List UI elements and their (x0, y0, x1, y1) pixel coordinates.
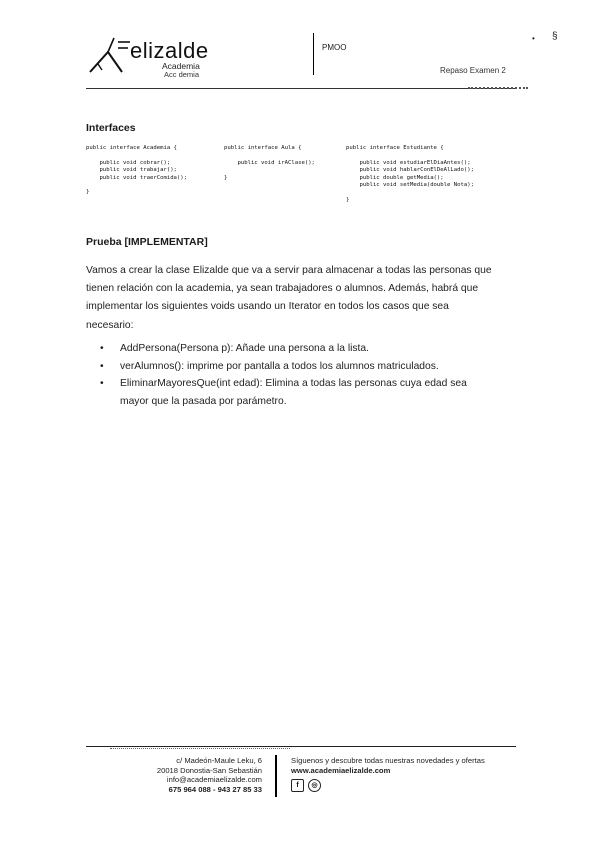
footer-rule (86, 746, 516, 747)
header-divider (313, 33, 314, 75)
paragraph-line: tienen relación con la academia, ya sean trabajadores o alumnos. Además, habrá que (86, 283, 479, 295)
logo-subtitle: Academia (162, 61, 200, 71)
social-icons (291, 779, 321, 792)
footer-divider (275, 755, 277, 797)
prueba-paragraph (86, 262, 526, 335)
footer-follow-text: Síguenos y descubre todas nuestras novedades y ofertas (291, 756, 485, 765)
footer-website: www.academiaelizalde.com (291, 765, 391, 775)
paragraph-line: Vamos a crear la clase Elizalde que va a servir para almacenar a todas las personas que (86, 265, 492, 276)
list-item-text: AddPersona(Persona p): Añade una persona a la lista. (120, 343, 370, 354)
list-item-text: verAlumnos(): imprime por pantalla a todos los alumnos matriculados. (120, 360, 439, 372)
logo-subtitle-secondary: Acc demia (164, 70, 200, 79)
code-academia-interface: public interface Academia { public void cobrar(); public void trabajar(); public void traerComida(); } (86, 145, 188, 196)
instagram-icon: ◎ (308, 779, 321, 792)
code-estudiante-interface: public interface Estudiante { public void estudiarElDiaAntes(); public void hablarConElDeAlLado(); public double getMedia(); public void setMedia(double Nota); } (346, 145, 474, 203)
corner-mark: § (552, 31, 558, 42)
footer-phones: 675 964 088 - 943 27 85 33 (168, 784, 262, 794)
footer-contact (110, 756, 262, 794)
footer-address: c/ Madeón-Maule Leku, 6 (176, 756, 262, 765)
method-list (100, 340, 530, 410)
header-rule (86, 88, 516, 89)
list-item (100, 358, 530, 376)
academy-logo-icon (88, 34, 132, 76)
header-dotted-rule (468, 87, 528, 89)
bullet-marker: • (100, 343, 104, 354)
interfaces-heading: Interfaces (86, 122, 136, 134)
exam-label: Repaso Examen 2 (440, 66, 506, 75)
paragraph-line: implementar los siguientes voids usando un Iterator en todos los casos que sea (86, 301, 449, 313)
footer-social-info (291, 756, 485, 775)
list-item (100, 375, 530, 410)
list-item-text: mayor que la pasada por parámetro. (120, 395, 287, 407)
prueba-heading: Prueba [IMPLEMENTAR] (86, 236, 208, 248)
bullet-marker: • (100, 378, 104, 389)
corner-dot: • (532, 34, 535, 43)
facebook-icon: f (291, 779, 304, 792)
footer-email: info@academiaelizalde.com (166, 775, 262, 785)
code-aula-interface: public interface Aula { public void irAClase(); } (224, 145, 315, 181)
footer-city: 20018 Donostia-San Sebastián (156, 765, 262, 775)
list-item-text: EliminarMayoresQue(int edad): Elimina a todas las personas cuya edad sea (120, 378, 467, 389)
paragraph-line: necesario: (86, 319, 134, 331)
list-item (100, 340, 530, 358)
footer-dotted-rule (110, 748, 290, 749)
course-label: PMOO (322, 43, 347, 52)
logo-name: elizalde (130, 38, 209, 63)
bullet-marker: • (100, 360, 104, 372)
